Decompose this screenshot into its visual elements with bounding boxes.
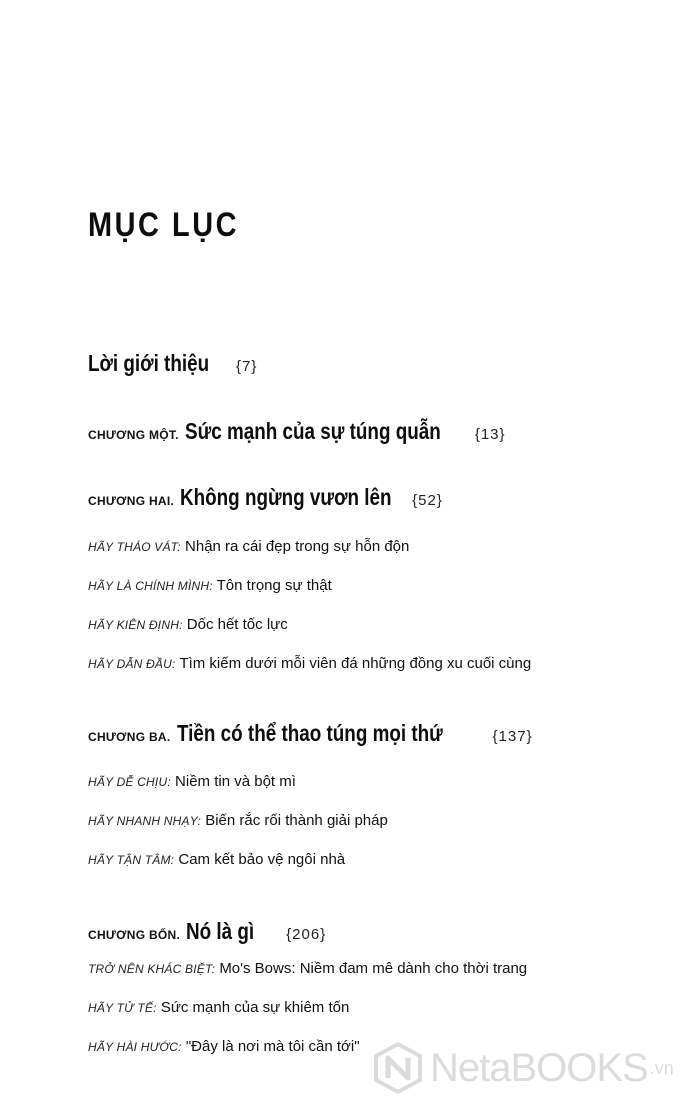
section-label: HÃY DẪN ĐẦU: [88,657,176,671]
section-label: HÃY NHANH NHẠY: [88,814,202,828]
chapter-3-title: Tiền có thể thao túng mọi thứ [176,720,443,746]
toc-chapter-3[interactable] [88,720,533,747]
chapter-2-title: Không ngừng vươn lên [180,484,392,510]
chapter-1-label: CHƯƠNG MỘT. [88,428,179,442]
toc-chapter-2[interactable] [88,484,443,511]
section-label: HÃY KIÊN ĐỊNH: [88,618,183,632]
toc-section[interactable] [88,1038,360,1055]
section-label: HÃY TỬ TẾ: [88,1001,157,1015]
section-title: Biến rắc rối thành giải pháp [205,812,388,829]
intro-title: Lời giới thiệu [88,350,210,376]
section-title: Sức mạnh của sự khiêm tốn [160,999,350,1016]
intro-page: {7} [236,358,258,375]
toc-section[interactable] [88,577,332,594]
toc-chapter-4[interactable] [88,918,326,945]
section-title: Mo's Bows: Niềm đam mê dành cho thời trang [219,960,528,977]
section-title: Dốc hết tốc lực [186,616,288,633]
chapter-4-label: CHƯƠNG BỐN. [88,928,181,942]
watermark [372,1042,674,1094]
chapter-4-page: {206} [286,926,327,943]
toc-section[interactable] [88,773,296,790]
section-label: HÃY HÀI HƯỚC: [88,1040,182,1054]
section-title: Nhận ra cái đẹp trong sự hỗn độn [185,538,410,555]
toc-section[interactable] [88,812,388,829]
chapter-4-title: Nó là gì [186,918,255,944]
section-label: HÃY TẬN TÂM: [88,853,175,867]
section-title: Tìm kiếm dưới mỗi viên đá những đồng xu cuối cùng [179,655,532,672]
page-title: MỤC LỤC [88,206,240,244]
section-label: TRỞ NÊN KHÁC BIỆT: [88,962,216,976]
watermark-tld: .vn [649,1057,674,1078]
toc-section[interactable] [88,999,349,1016]
chapter-2-page: {52} [412,492,443,509]
chapter-2-label: CHƯƠNG HAI. [88,494,175,508]
section-label: HÃY DỄ CHỊU: [88,775,171,789]
section-title: Niềm tin và bột mì [175,773,296,790]
chapter-1-page: {13} [474,426,506,443]
toc-section[interactable] [88,851,345,868]
section-title: Tôn trọng sự thật [216,577,332,594]
chapter-3-page: {137} [492,728,533,745]
netabooks-logo-icon [372,1042,424,1094]
section-label: HÃY THÁO VÁT: [88,540,181,554]
section-label: HÃY LÀ CHÍNH MÌNH: [88,579,213,593]
toc-section[interactable] [88,616,288,633]
toc-chapter-1[interactable] [88,418,506,445]
toc-intro[interactable] [88,350,257,377]
toc-section[interactable] [88,655,531,672]
section-title: "Đây là nơi mà tôi cần tới" [185,1038,360,1055]
watermark-brand: NetaBOOKS [430,1045,648,1090]
toc-section[interactable] [88,960,527,977]
section-title: Cam kết bảo vệ ngôi nhà [178,851,346,868]
chapter-1-title: Sức mạnh của sự túng quẫn [184,418,441,444]
chapter-3-label: CHƯƠNG BA. [88,730,171,744]
toc-section[interactable] [88,538,409,555]
